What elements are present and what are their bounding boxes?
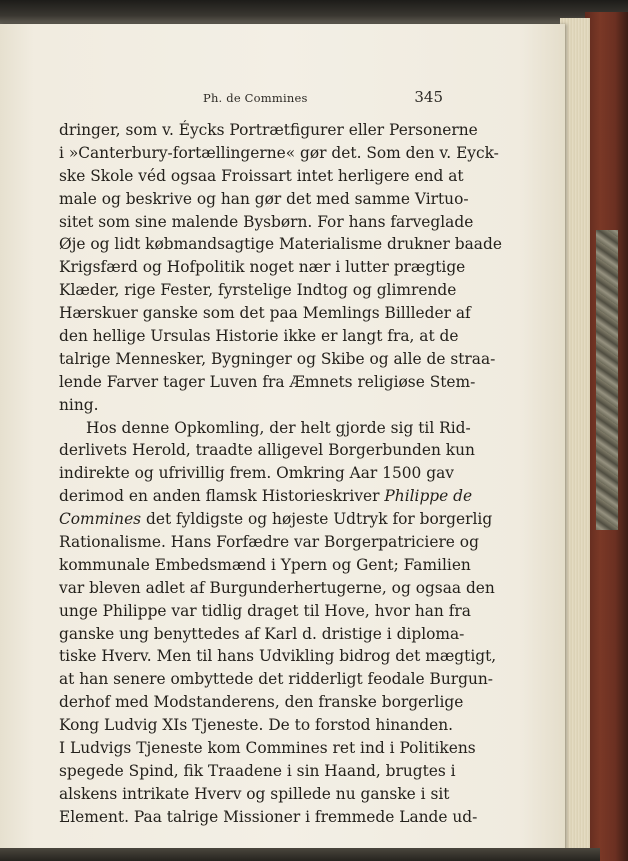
text-line [59,508,493,531]
text-line: var bleven adlet af Burgunderhertugerne, og ogsaa den [59,578,495,597]
text-line: at han senere ombyttede det ridderligt feodale Burgun- [59,670,494,689]
text-line: ning. [59,395,99,414]
text-line: alskens intrikate Hverv og spillede nu ganske i sit [59,784,450,803]
text-line: sitet som sine malende Bysbørn. For hans farveglade [59,212,474,231]
text-line: i »Canterbury-fortællingerne« gør det. Som den v. Eyck- [59,143,499,162]
text-line: dringer, som v. Éycks Portrætfigurer eller Personerne [59,121,478,139]
text-line: den hellige Ursulas Historie ikke er langt fra, at de [59,327,459,346]
body-text [59,119,502,829]
text-line: talrige Mennesker, Bygninger og Skibe og alle de straa- [59,349,496,368]
text-line [59,485,473,508]
text-line: ganske ung benyttedes af Karl d. dristige i diploma- [59,624,465,643]
text-line: unge Philippe var tidlig draget til Hove, hvor han fra [59,601,471,620]
text-line: tiske Hverv. Men til hans Udvikling bidrog det mægtigt, [59,647,497,666]
italic-name: Commines [59,510,142,529]
italic-name: Philippe de [384,487,473,506]
text-line: male og beskrive og han gør det med samme Virtuo- [59,189,469,208]
text-line: I Ludvigs Tjeneste kom Commines ret ind i Politikens [59,739,476,758]
text-line: indirekte og ufrivillig frem. Omkring Aar 1500 gav [59,464,454,483]
text-line: lende Farver tager Luven fra Æmnets religiøse Stem- [59,372,476,391]
text-span: det fyldigste og højeste Udtryk for borgerlig [145,510,493,529]
text-line: Hærskuer ganske som det paa Memlings Billleder af [59,304,471,323]
text-line: Kong Ludvig XIs Tjeneste. De to forstod hinanden. [59,716,454,735]
text-span: derimod en anden flamsk Historieskriver [59,487,380,506]
text-line: ske Skole véd ogsaa Froissart intet herligere end at [59,166,464,185]
text-line: Krigsfærd og Hofpolitik noget nær i lutter prægtige [59,258,466,277]
running-title: Ph. de Commines [203,91,308,105]
text-line: Rationalisme. Hans Forfædre var Borgerpatriciere og [59,533,479,552]
background-bottom [0,848,600,861]
text-line: derlivets Herold, traadte alligevel Borgerbunden kun [59,441,475,460]
text-line: Klæder, rige Fester, fyrstelige Indtog og glimrende [59,281,457,300]
marbled-endpaper [596,230,618,530]
text-line: Øje og lidt købmandsagtige Materialisme drukner baade [59,235,502,254]
text-line: Hos denne Opkomling, der helt gjorde sig til Rid- [86,418,471,437]
text-line: Element. Paa talrige Missioner i fremmede Lande ud- [59,807,478,826]
text-line: derhof med Modstanderens, den franske borgerlige [59,693,464,712]
text-line: kommunale Embedsmænd i Ypern og Gent; Familien [59,555,471,574]
background-top [0,0,628,26]
text-line: spegede Spind, fik Traadene i sin Haand, brugtes i [59,761,456,780]
page-number: 345 [414,88,443,106]
